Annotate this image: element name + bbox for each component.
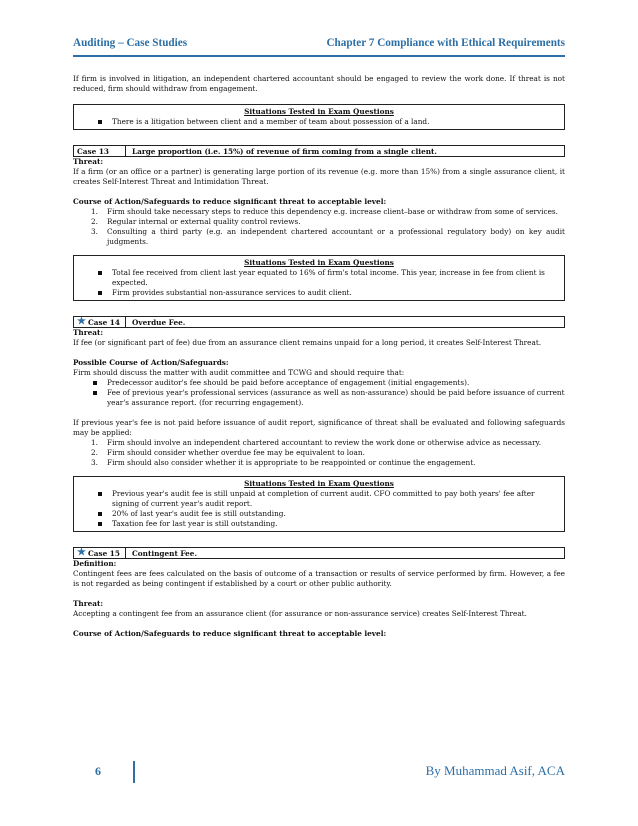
situations-title: Situations Tested in Exam Questions [244, 107, 394, 116]
case-title: Large proportion (i.e. 15%) of revenue of firm coming from a single client. [132, 147, 437, 156]
case-number: Case 13 [74, 146, 126, 156]
definition-heading: Definition: [73, 559, 117, 568]
situation-item: Firm provides substantial non-assurance services to audit client. [78, 288, 560, 298]
page-header [73, 38, 565, 52]
threat-text: If a firm (or an office or a partner) is generating large portion of its revenue (e.g. more than 15%) from a single assurance client, it creates Self-Interest Threat and Intimidation Threat. [73, 167, 565, 186]
list-item: Fee of previous year's professional services (assurance as well as non-assurance) should be paid before issuance of current year's assurance report. (for recurring engagement). [73, 388, 565, 408]
situation-item: There is a litigation between client and a member of team about possession of a land. [78, 117, 560, 127]
situation-item: 20% of last year's audit fee is still outstanding. [78, 509, 560, 519]
case-title: Contingent Fee. [132, 549, 197, 558]
list-item: 2. Regular internal or external quality control reviews. [91, 217, 301, 226]
possible-action-heading: Possible Course of Action/Safeguards: [73, 358, 229, 367]
case-title: Overdue Fee. [132, 318, 186, 327]
course-of-action-heading: Course of Action/Safeguards to reduce significant threat to acceptable level: [73, 197, 387, 206]
situation-item: Taxation fee for last year is still outstanding. [78, 519, 560, 529]
footer-divider [133, 761, 135, 783]
list-item: Predecessor auditor's fee should be paid before acceptance of engagement (initial engagements). [73, 378, 565, 388]
page-number: 6 [95, 764, 101, 778]
page-footer [73, 763, 565, 782]
threat-heading: Threat: [73, 328, 104, 337]
list-item: 3. Firm should also consider whether it is appropriate to be reappointed or continue the engagement. [91, 458, 476, 467]
list-item: 2. Firm should consider whether overdue fee may be equivalent to loan. [91, 448, 365, 457]
header-left-title: Auditing – Case Studies [73, 37, 188, 49]
situations-box-1 [73, 104, 565, 130]
star-icon: ★ [77, 316, 86, 327]
star-icon: ★ [77, 547, 86, 558]
case-number: ★ Case 15 [74, 548, 126, 558]
threat-text: Accepting a contingent fee from an assurance client (for assurance or non-assurance service) creates Self-Interest Threat. [73, 609, 527, 618]
list-item: 3. Consulting a third party (e.g. an independent chartered accountant or a professional regulatory body) on key audit judgments. [91, 227, 565, 246]
threat-text: If fee (or significant part of fee) due from an assurance client remains unpaid for a long period, it creates Self-Interest Threat. [73, 338, 542, 347]
list-item: 1. Firm should involve an independent chartered accountant to review the work done or otherwise advice as necessary. [91, 438, 542, 447]
overdue-paragraph: If previous year's fee is not paid before issuance of audit report, significance of threat shall be evaluated and following safeguards may be applied: [73, 418, 565, 437]
course-of-action-heading: Course of Action/Safeguards to reduce significant threat to acceptable level: [73, 629, 387, 638]
situations-box-2 [73, 255, 565, 301]
case-15-header [73, 547, 565, 559]
definition-text: Contingent fees are fees calculated on the basis of outcome of a transaction or results of service performed by firm. However, a fee is not regarded as being contingent if established by a court or other public authority. [73, 569, 565, 588]
case-13-header [73, 145, 565, 157]
threat-heading: Threat: [73, 599, 104, 608]
case-number: ★ Case 14 [74, 317, 126, 327]
header-chapter-title: Chapter 7 Compliance with Ethical Requirements [326, 37, 565, 49]
situation-item: Total fee received from client last year equated to 16% of firm's total income. This year, increase in fee from client is expected. [78, 268, 560, 288]
intro-paragraph: If firm is involved in litigation, an independent chartered accountant should be engaged to review the work done. If threat is not reduced, firm should withdraw from engagement. [73, 74, 565, 93]
case-14-header [73, 316, 565, 328]
situations-title: Situations Tested in Exam Questions [244, 258, 394, 267]
possible-action-intro: Firm should discuss the matter with audit committee and TCWG and should require that: [73, 368, 405, 377]
situation-item: Previous year's audit fee is still unpaid at completion of current audit. CFO committed to pay both years' fee after signing of current year's audit report. [78, 489, 560, 509]
page-content [73, 74, 565, 639]
header-rule [73, 55, 565, 57]
list-item: 1. Firm should take necessary steps to reduce this dependency e.g. increase client–base or withdraw from some of services. [91, 207, 558, 216]
author-credit: By Muhammad Asif, ACA [425, 763, 565, 778]
situations-box-3 [73, 476, 565, 532]
situations-title: Situations Tested in Exam Questions [244, 479, 394, 488]
threat-heading: Threat: [73, 157, 104, 166]
